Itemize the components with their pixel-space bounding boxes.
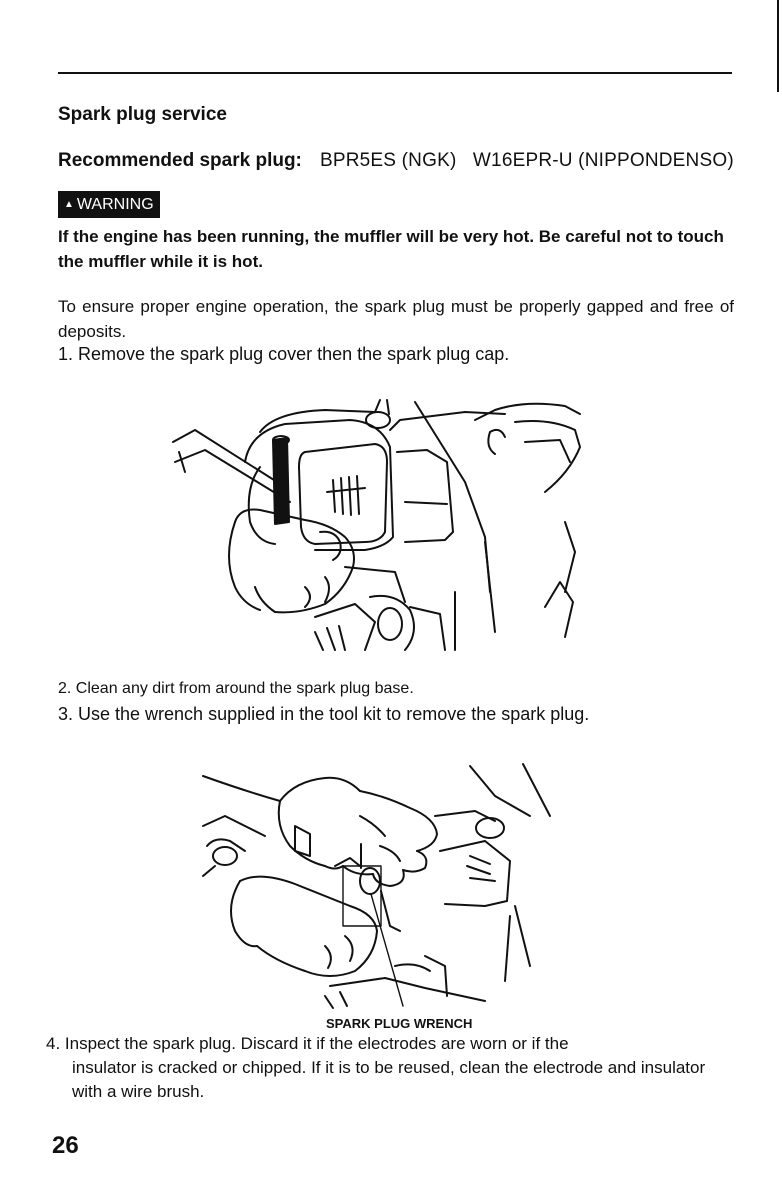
page-edge-line <box>777 0 779 92</box>
step-2: 2. Clean any dirt from around the spark plug base. <box>58 680 414 697</box>
header-rule <box>58 72 732 74</box>
step-3: 3. Use the wrench supplied in the tool kit to remove the spark plug. <box>58 704 590 724</box>
recommended-plug-label: Recommended spark plug: <box>58 150 302 171</box>
page-number: 26 <box>52 1132 79 1159</box>
step-4-continuation: insulator is cracked or chipped. If it is to be reused, clean the electrode and insulator with a wire brush. <box>72 1058 706 1101</box>
step-4 <box>46 1032 734 1104</box>
warning-text: If the engine has been running, the muffler will be very hot. Be careful not to touch the muffler while it is hot. <box>58 227 724 271</box>
step-1: 1. Remove the spark plug cover then the spark plug cap. <box>58 344 510 364</box>
figure-remove-plug-cap <box>165 392 590 652</box>
intro-paragraph: To ensure proper engine operation, the spark plug must be properly gapped and free of deposits. <box>58 297 734 341</box>
section-title: Spark plug service <box>58 104 227 125</box>
warning-badge <box>58 191 160 218</box>
recommended-plug-value: BPR5ES (NGK) W16EPR-U (NIPPONDENSO) <box>320 150 734 171</box>
warning-badge-label: WARNING <box>76 196 154 213</box>
figure-label-spark-plug-wrench: SPARK PLUG WRENCH <box>326 1016 473 1031</box>
figure-spark-plug-wrench <box>185 756 560 1011</box>
step-4-line-1: 4. Inspect the spark plug. Discard it if the electrodes are worn or if the <box>46 1034 569 1053</box>
warning-triangle-icon: ▲ <box>64 199 74 210</box>
